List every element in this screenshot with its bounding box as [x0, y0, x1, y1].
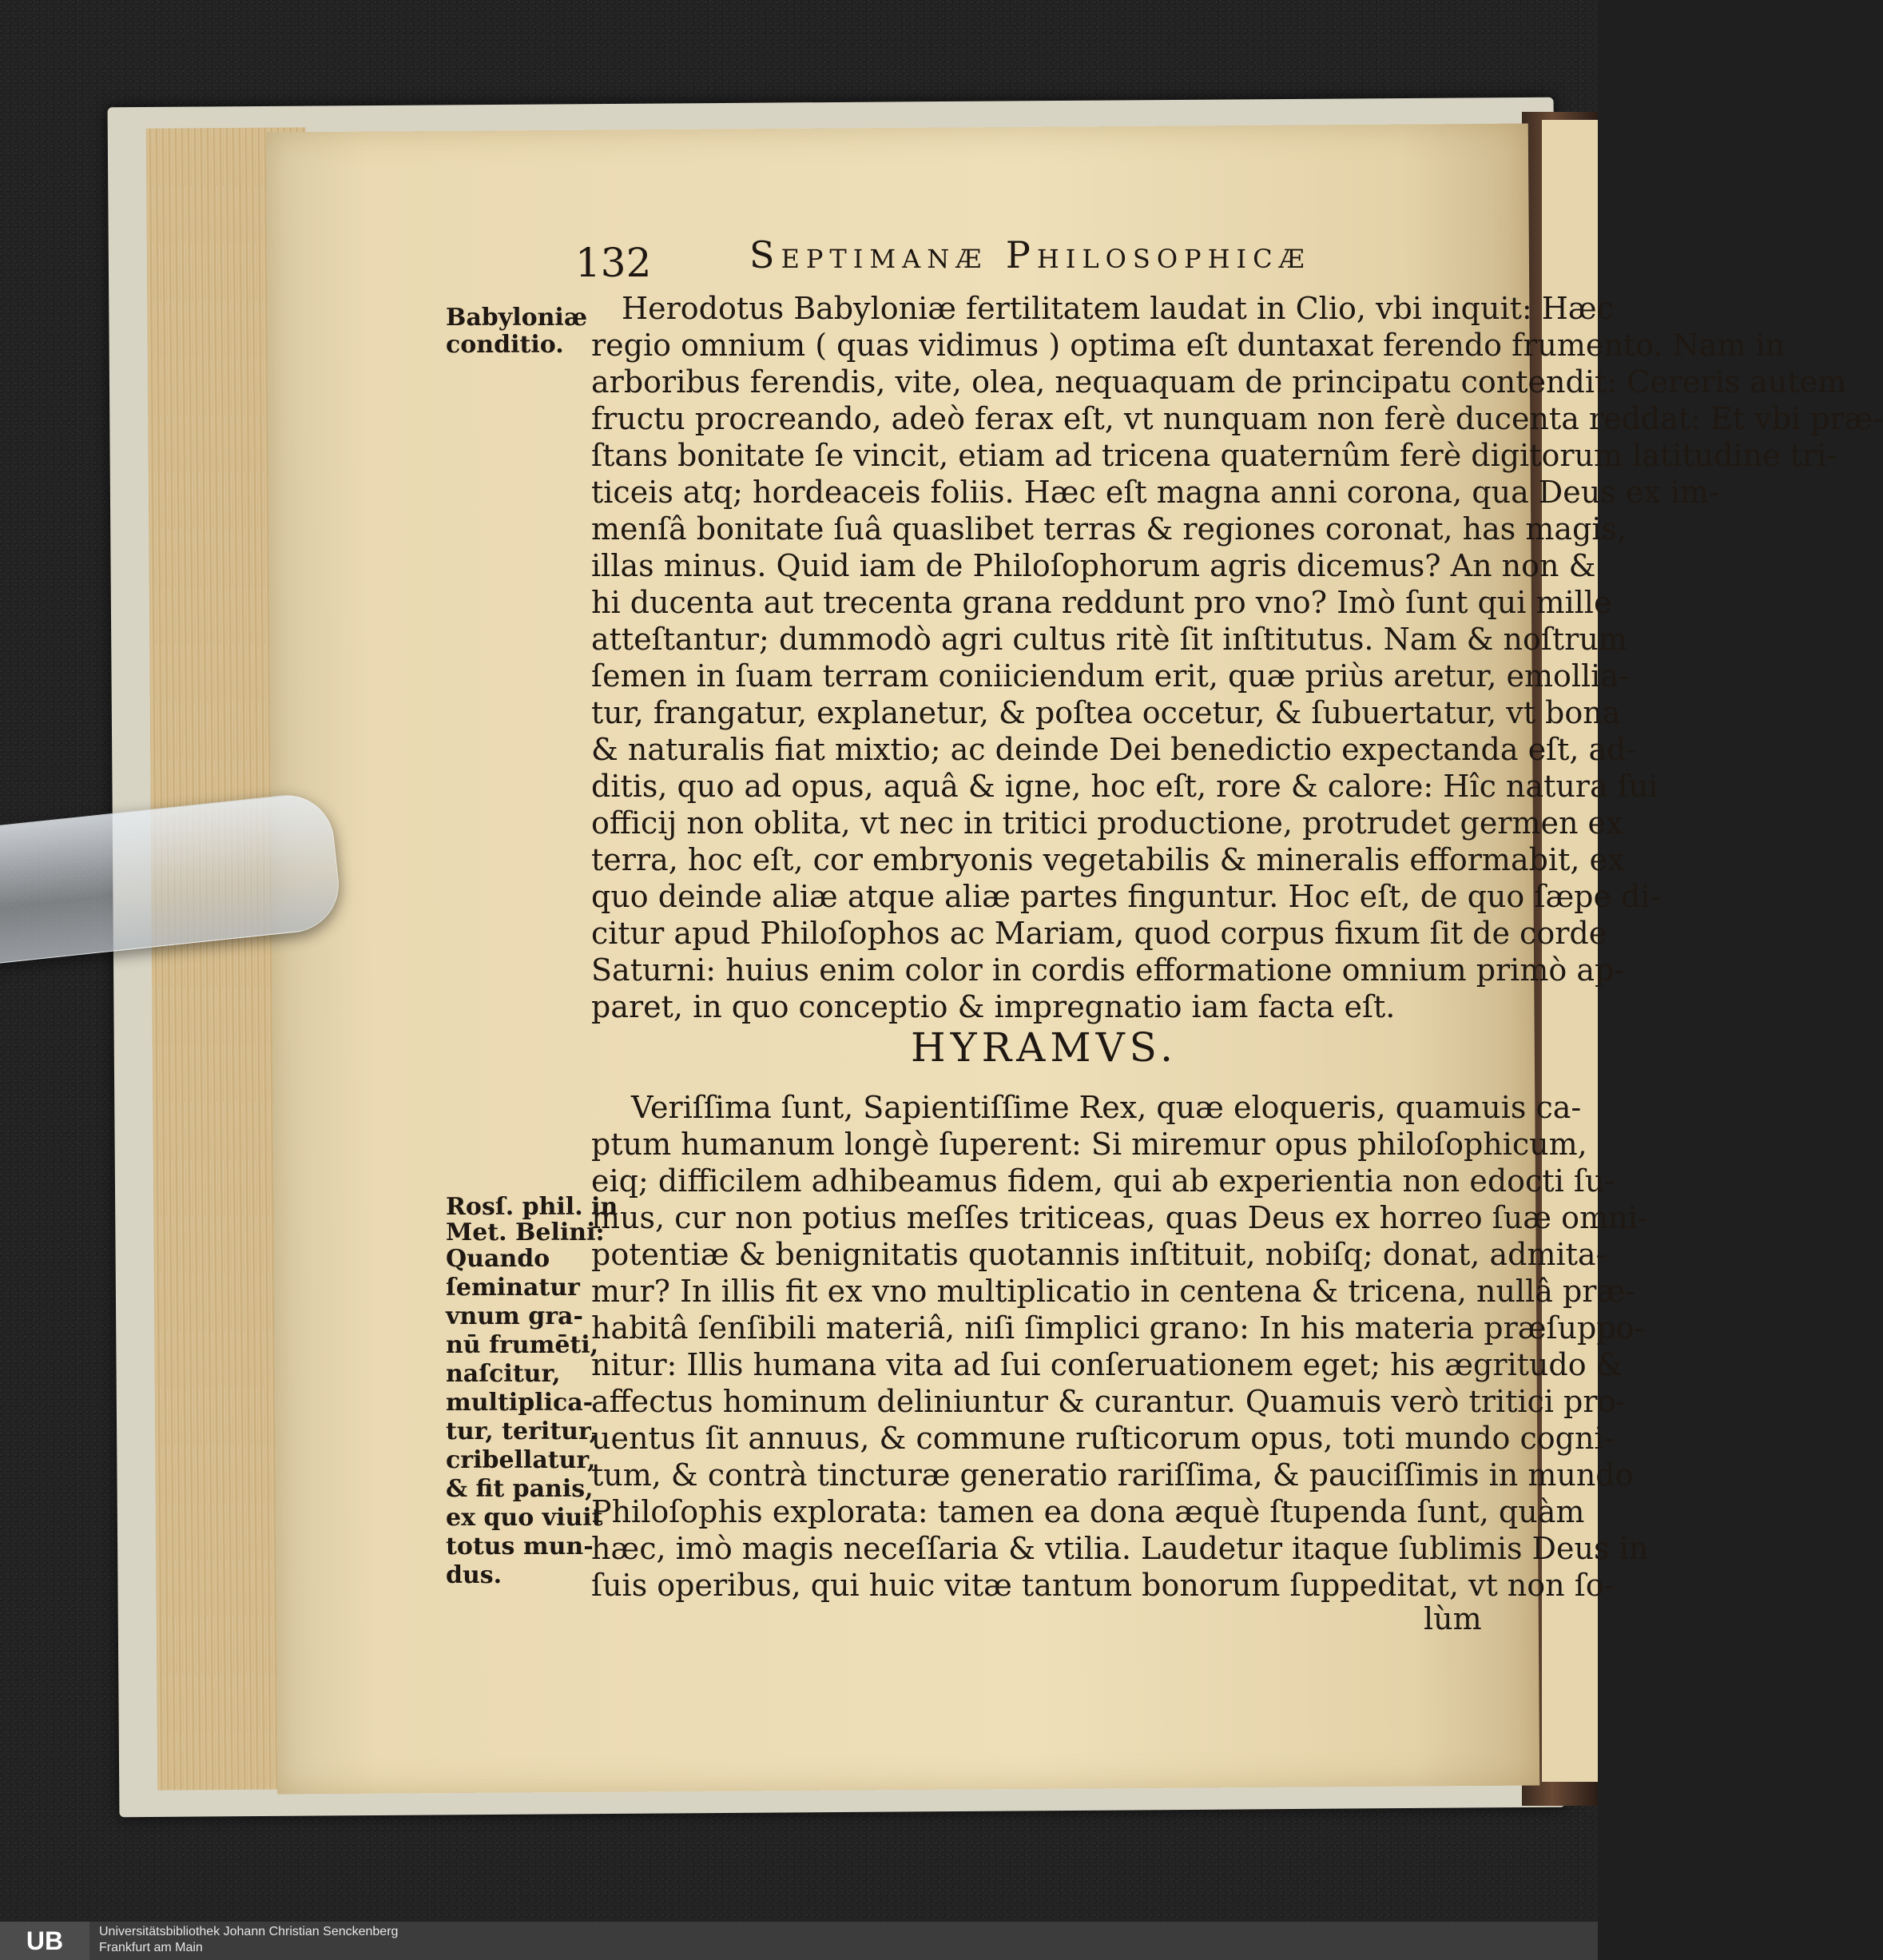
body-line: tum, & contrà tincturæ generatio rariſſima, & pauciſſimis in mundo: [591, 1457, 1634, 1493]
body-line: uentus ſit annuus, & commune ruſticorum opus, toti mundo cogni-: [591, 1421, 1615, 1456]
body-line: officij non oblita, vt nec in tritici productione, protrudet germen ex: [591, 805, 1623, 841]
body-line: quo deinde aliæ atque aliæ partes finguntur. Hoc eſt, de quo ſæpe di-: [591, 879, 1661, 914]
margin-note: vnum gra-: [446, 1302, 583, 1330]
margin-note: & fit panis,: [446, 1475, 594, 1503]
body-line: menſâ bonitate ſuâ quaslibet terras & regiones coronat, has magis,: [591, 511, 1627, 547]
body-line: regio omnium ( quas vidimus ) optima eſt duntaxat ferendo frumento. Nam in: [591, 328, 1786, 363]
body-line: fructu procreando, adeò ferax eſt, vt nunquam non ferè ducenta reddat: Et vbi præ-: [591, 401, 1883, 436]
margin-note: cribellatur,: [446, 1446, 596, 1474]
body-line: ptum humanum longè ſuperent: Si miremur opus philoſophicum,: [591, 1127, 1587, 1162]
body-line: illas minus. Quid iam de Philoſophorum agris dicemus? An non &: [591, 548, 1596, 583]
footer-city: Frankfurt am Main: [99, 1941, 203, 1954]
margin-note: Met. Belini:: [446, 1219, 605, 1246]
body-line: Veriſſima ſunt, Sapientiſſime Rex, quæ eloqueris, quamuis ca-: [631, 1090, 1582, 1125]
page-number: 132: [575, 240, 652, 286]
body-line: habitâ ſenſibili materiâ, niſi ſimplici grano: In his materia præſuppo-: [591, 1310, 1645, 1346]
body-line: atteſtantur; dummodò agri cultus ritè ſit inſtitutus. Nam & noſtrum: [591, 622, 1627, 657]
body-line: hæc, imò magis neceſſaria & vtilia. Laudetur itaque ſublimis Deus in: [591, 1531, 1649, 1566]
body-line: & naturalis fiat mixtio; ac deinde Dei benedictio expectanda eſt, ad-: [591, 732, 1637, 767]
margin-note: conditio.: [446, 331, 564, 359]
margin-note: Rosſ. phil. in: [446, 1193, 618, 1221]
body-line: terra, hoc eſt, cor embryonis vegetabilis & mineralis efformabit, ex: [591, 842, 1625, 877]
margin-note: Babyloniæ: [446, 304, 588, 332]
body-line: ſtans bonitate ſe vincit, etiam ad tricena quaternûm ferè digitorum latitudine tri-: [591, 438, 1837, 473]
margin-note: Quando: [446, 1245, 550, 1273]
footer-bar: [0, 1922, 1598, 1960]
section-heading: HYRAMVS.: [911, 1024, 1178, 1071]
body-line: ſemen in ſuam terram coniiciendum erit, quæ priùs aretur, emollia-: [591, 658, 1629, 694]
body-line: Herodotus Babyloniæ fertilitatem laudat in Clio, vbi inquit: Hæc: [622, 291, 1614, 326]
body-line: eiq; difficilem adhibeamus fidem, qui ab experientia non edocti ſu-: [591, 1163, 1615, 1199]
margin-note: tur, teritur,: [446, 1417, 598, 1445]
body-line: ditis, quo ad opus, aquâ & igne, hoc eſt, rore & calore: Hîc natura ſui: [591, 769, 1659, 804]
footer-institution: Universitätsbibliothek Johann Christian Senckenberg: [99, 1925, 399, 1938]
body-line: mur? In illis fit ex vno multiplicatio in centena & tricena, nullâ præ-: [591, 1274, 1636, 1309]
body-line: ticeis atq; hordeaceis foliis. Hæc eſt magna anni corona, qua Deus ex im-: [591, 475, 1719, 510]
body-line: paret, in quo conceptio & impregnatio iam facta eſt.: [591, 989, 1396, 1024]
body-line: arboribus ferendis, vite, olea, nequaquam de principatu contendit: Cereris autem: [591, 364, 1847, 400]
margin-note: totus mun-: [446, 1533, 594, 1560]
margin-note: dus.: [446, 1561, 503, 1589]
running-head: Septimanæ Philosophicæ: [749, 233, 1311, 276]
body-line: tur, frangatur, explanetur, & poſtea occetur, & ſubuertatur, vt bona: [591, 695, 1621, 730]
margin-note: naſcitur,: [446, 1360, 561, 1388]
catchword: lùm: [1424, 1601, 1482, 1636]
body-line: affectus hominum deliniuntur & curantur. Quamuis verò tritici pro-: [591, 1384, 1627, 1419]
body-line: hi ducenta aut trecenta grana reddunt pro vno? Imò ſunt qui mille: [591, 585, 1612, 620]
body-line: potentiæ & benignitatis quotannis inſtituit, nobiſq; donat, admita-: [591, 1237, 1607, 1272]
body-line: ſuis operibus, qui huic vitæ tantum bonorum ſuppeditat, vt non ſo-: [591, 1568, 1615, 1603]
body-line: citur apud Philoſophos ac Mariam, quod corpus fixum ſit de corde: [591, 916, 1607, 951]
margin-note: ex quo viuit: [446, 1504, 603, 1532]
body-line: Saturni: huius enim color in cordis efformatione omnium primò ap-: [591, 952, 1625, 988]
margin-note: nū frumēti,: [446, 1331, 599, 1359]
body-line: mus, cur non potius meſſes triticeas, quas Deus ex horreo ſuæ omni-: [591, 1200, 1648, 1235]
margin-note: multiplica-: [446, 1389, 594, 1417]
margin-note: ſeminatur: [446, 1274, 580, 1302]
ub-logo: UB: [0, 1922, 89, 1960]
body-line: Philoſophis explorata: tamen ea dona æquè ſtupenda ſunt, quàm: [591, 1494, 1585, 1529]
body-line: nitur: Illis humana vita ad ſui conſeruationem eget; his ægritudo &: [591, 1347, 1623, 1382]
